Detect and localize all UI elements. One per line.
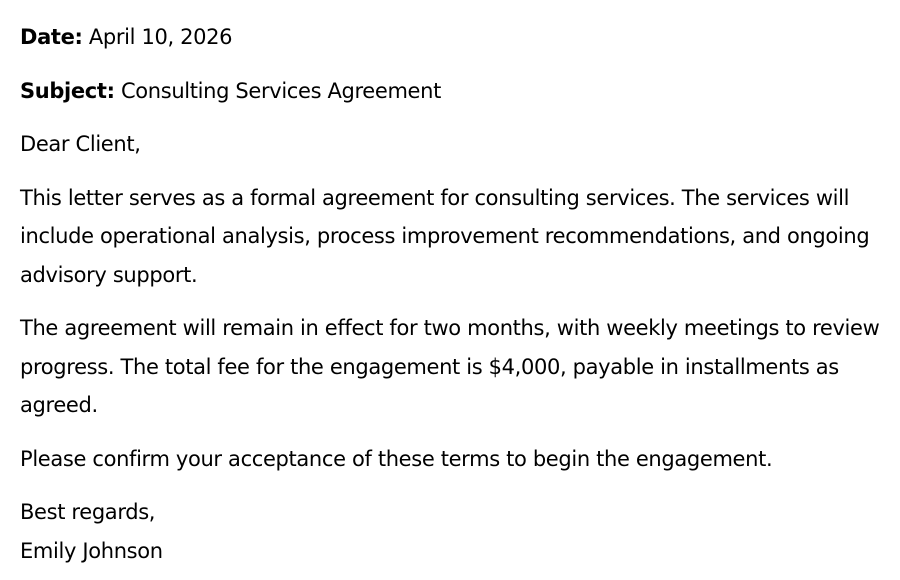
closing: Best regards, — [20, 500, 156, 524]
subject-line — [20, 72, 880, 111]
body-paragraph-scope: This letter serves as a formal agreement for consulting services. The services will include operational analysis, process improvement recommendations, and ongoing advisory support. — [20, 185, 870, 287]
closing-block — [20, 493, 880, 570]
date-value: April 10, 2026 — [82, 25, 233, 49]
subject-value: Consulting Services Agreement — [114, 78, 441, 103]
date-line — [20, 18, 880, 57]
body-paragraph-confirmation: Please confirm your acceptance of these terms to begin the engagement. — [20, 446, 773, 471]
body-paragraph-terms: The agreement will remain in effect for two months, with weekly meetings to review progress. The total fee for the engagement is $4,000, payable in installments as agreed. — [20, 316, 880, 417]
subject-label: Subject: — [20, 78, 115, 103]
date-label: Date: — [20, 25, 83, 49]
signature-name: Emily Johnson — [20, 538, 163, 563]
greeting: Dear Client, — [20, 132, 141, 156]
